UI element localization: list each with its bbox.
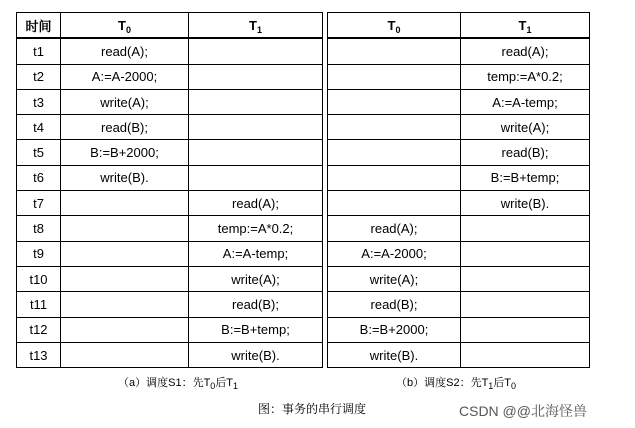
t1-operation-cell: write(B). — [461, 191, 590, 216]
time-cell: t13 — [17, 342, 61, 367]
time-cell: t10 — [17, 266, 61, 291]
t1-operation-cell — [461, 266, 590, 291]
time-cell: t9 — [17, 241, 61, 266]
t1-operation-cell — [461, 317, 590, 342]
time-cell: t5 — [17, 140, 61, 165]
table-row — [328, 266, 590, 291]
t1-operation-cell — [461, 241, 590, 266]
schedule-s2-table — [327, 12, 590, 368]
table-row — [17, 317, 323, 342]
schedule-s1-table — [16, 12, 323, 368]
t0-operation-cell — [328, 191, 461, 216]
t1-column-header: $T_1$ — [189, 13, 323, 39]
table-row — [328, 140, 590, 165]
t1-operation-cell: A:=A-temp; — [461, 89, 590, 114]
t1-operation-cell: read(B); — [189, 292, 323, 317]
t1-operation-cell: write(A); — [461, 115, 590, 140]
figure-title: 图：事务的串行调度 — [258, 402, 367, 416]
t0-operation-cell: write(A); — [61, 89, 189, 114]
schedule-s2-header-row — [328, 13, 590, 39]
t0-operation-cell — [328, 38, 461, 64]
t0-column-header: $T_0$ — [61, 13, 189, 39]
t1-operation-cell — [461, 292, 590, 317]
t1-operation-cell — [189, 115, 323, 140]
t1-operation-cell — [189, 89, 323, 114]
table-row — [328, 165, 590, 190]
t1-operation-cell: read(B); — [461, 140, 590, 165]
t1-operation-cell: B:=B+temp; — [189, 317, 323, 342]
table-row — [328, 342, 590, 367]
t1-operation-cell: read(A); — [461, 38, 590, 64]
time-cell: t6 — [17, 165, 61, 190]
t1-operation-cell — [461, 216, 590, 241]
t0-operation-cell: read(B); — [61, 115, 189, 140]
table-row — [328, 317, 590, 342]
table-row — [328, 216, 590, 241]
t0-operation-cell: A:=A-2000; — [61, 64, 189, 89]
t0-operation-cell — [61, 241, 189, 266]
t0-operation-cell — [328, 165, 461, 190]
t0-operation-cell: B:=B+2000; — [61, 140, 189, 165]
t1-operation-cell: B:=B+temp; — [461, 165, 590, 190]
table-row — [17, 266, 323, 291]
t1-operation-cell: write(A); — [189, 266, 323, 291]
schedule-s2-caption: （b）调度S2：先$T_1$后$T_0$ — [396, 377, 517, 391]
table-row — [17, 342, 323, 367]
t1-operation-cell: A:=A-temp; — [189, 241, 323, 266]
t1-operation-cell: temp:=A*0.2; — [189, 216, 323, 241]
table-row — [328, 89, 590, 114]
t0-operation-cell: read(B); — [328, 292, 461, 317]
table-row — [328, 38, 590, 64]
t0-operation-cell — [61, 216, 189, 241]
time-cell: t4 — [17, 115, 61, 140]
t0-operation-cell — [328, 140, 461, 165]
table-row — [17, 292, 323, 317]
time-cell: t2 — [17, 64, 61, 89]
t0-column-header: $T_0$ — [328, 13, 461, 39]
t1-operation-cell: read(A); — [189, 191, 323, 216]
t0-operation-cell: write(A); — [328, 266, 461, 291]
table-row — [328, 115, 590, 140]
t1-operation-cell — [189, 64, 323, 89]
time-cell: t3 — [17, 89, 61, 114]
time-cell: t1 — [17, 38, 61, 64]
schedule-s1-caption: （a）调度S1：先$T_0$后$T_1$ — [118, 377, 239, 391]
time-cell: t12 — [17, 317, 61, 342]
table-row — [328, 292, 590, 317]
t0-operation-cell — [61, 266, 189, 291]
t1-operation-cell — [189, 140, 323, 165]
t1-operation-cell — [189, 38, 323, 64]
time-cell: t8 — [17, 216, 61, 241]
t0-operation-cell — [61, 292, 189, 317]
table-row — [17, 165, 323, 190]
time-column-header: 时间 — [17, 13, 61, 39]
table-row — [328, 241, 590, 266]
table-row — [328, 191, 590, 216]
table-row — [17, 64, 323, 89]
t0-operation-cell — [328, 89, 461, 114]
t0-operation-cell — [328, 64, 461, 89]
time-cell: t7 — [17, 191, 61, 216]
t0-operation-cell: write(B). — [328, 342, 461, 367]
t0-operation-cell — [61, 191, 189, 216]
t1-operation-cell — [189, 165, 323, 190]
table-row — [17, 140, 323, 165]
watermark: CSDN @@北海怪兽 — [459, 403, 587, 419]
t0-operation-cell: read(A); — [61, 38, 189, 64]
t1-operation-cell: temp:=A*0.2; — [461, 64, 590, 89]
table-row — [17, 216, 323, 241]
table-row — [17, 89, 323, 114]
schedule-s1-header-row — [17, 13, 323, 39]
t0-operation-cell: read(A); — [328, 216, 461, 241]
t0-operation-cell — [61, 342, 189, 367]
t0-operation-cell — [61, 317, 189, 342]
time-cell: t11 — [17, 292, 61, 317]
table-row — [17, 191, 323, 216]
t1-operation-cell: write(B). — [189, 342, 323, 367]
t1-column-header: $T_1$ — [461, 13, 590, 39]
t0-operation-cell: A:=A-2000; — [328, 241, 461, 266]
table-row — [17, 38, 323, 64]
t0-operation-cell — [328, 115, 461, 140]
table-row — [328, 64, 590, 89]
t0-operation-cell: B:=B+2000; — [328, 317, 461, 342]
t1-operation-cell — [461, 342, 590, 367]
table-row — [17, 241, 323, 266]
table-row — [17, 115, 323, 140]
t0-operation-cell: write(B). — [61, 165, 189, 190]
